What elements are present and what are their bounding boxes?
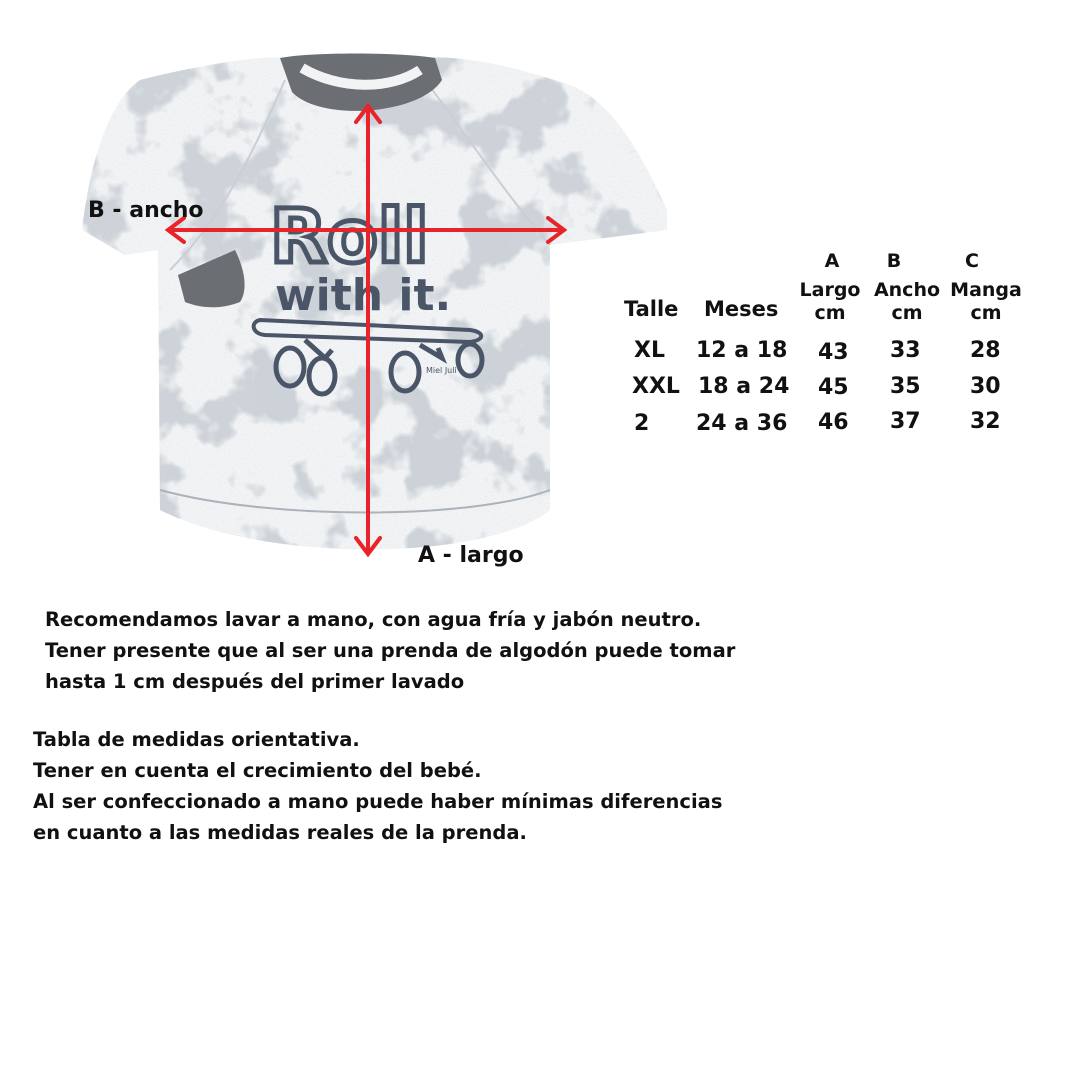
- header-ancho-unit: cm: [891, 302, 923, 324]
- note-line-4: en cuanto a las medidas reales de la prenda.: [33, 821, 527, 844]
- row-2-largo: 45: [818, 375, 849, 400]
- row-3-ancho: 37: [890, 409, 921, 434]
- print-text-line1: Roll: [270, 194, 429, 280]
- note-line-1: Tabla de medidas orientativa.: [33, 728, 360, 751]
- width-label: B - ancho: [88, 198, 204, 223]
- row-1-ancho: 33: [890, 338, 921, 363]
- header-meses: Meses: [704, 297, 779, 321]
- care-line-3: hasta 1 cm después del primer lavado: [45, 670, 465, 693]
- print-text-line2: with it.: [275, 270, 452, 321]
- note-line-3: Al ser confeccionado a mano puede haber mínimas diferencias: [33, 790, 723, 813]
- row-2-ancho: 35: [890, 374, 921, 399]
- header-largo-unit: cm: [814, 302, 846, 324]
- print-brand: Miel Juli: [426, 366, 457, 375]
- header-manga-unit: cm: [970, 302, 1002, 324]
- row-3-largo: 46: [818, 410, 849, 435]
- header-ancho: [872, 279, 942, 325]
- header-manga: [948, 279, 1024, 325]
- row-2-talle: XXL: [632, 374, 680, 399]
- header-largo-name: Largo: [799, 279, 861, 301]
- care-line-1: Recomendamos lavar a mano, con agua fría y jabón neutro.: [45, 608, 702, 631]
- header-manga-name: Manga: [950, 279, 1022, 301]
- care-line-2: Tener presente que al ser una prenda de algodón puede tomar: [45, 639, 736, 662]
- row-2-meses: 18 a 24: [698, 374, 790, 399]
- row-2-manga: 30: [970, 374, 1001, 399]
- note-line-2: Tener en cuenta el crecimiento del bebé.: [33, 759, 482, 782]
- size-notes: [33, 724, 722, 848]
- row-1-meses: 12 a 18: [696, 338, 788, 363]
- row-3-manga: 32: [970, 409, 1001, 434]
- length-label: A - largo: [418, 543, 524, 568]
- sweatshirt-illustration: [70, 40, 690, 580]
- row-3-meses: 24 a 36: [696, 411, 788, 436]
- header-talle: Talle: [624, 297, 679, 321]
- header-largo: [798, 279, 862, 325]
- care-instructions: [45, 604, 735, 697]
- col-letter-c: C: [965, 250, 979, 272]
- row-1-manga: 28: [970, 338, 1001, 363]
- col-letter-b: B: [886, 250, 902, 272]
- row-1-talle: XL: [634, 338, 665, 363]
- row-3-talle: 2: [634, 411, 650, 436]
- row-1-largo: 43: [818, 340, 849, 365]
- col-letter-a: A: [824, 250, 840, 272]
- header-ancho-name: Ancho: [873, 279, 941, 301]
